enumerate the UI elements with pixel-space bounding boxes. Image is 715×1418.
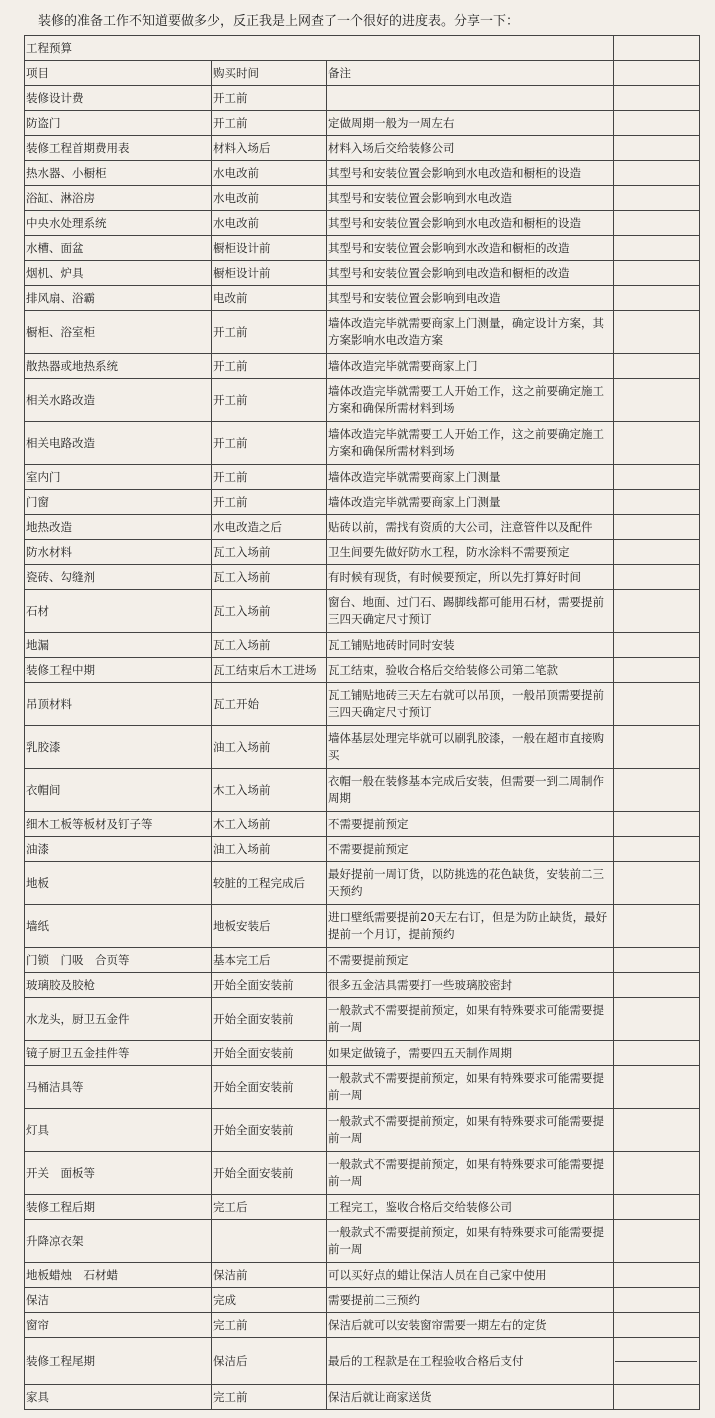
cell-time: 开工前: [212, 465, 327, 490]
extra-cell: [614, 136, 700, 161]
table-row: [25, 837, 700, 862]
schedule-table: [24, 35, 700, 1410]
cell-note: 其型号和安装位置会影响到电改造: [327, 286, 614, 311]
cell-time: 水电改前: [212, 186, 327, 211]
cell-note: 最后的工程款是在工程验收合格后支付: [327, 1338, 614, 1385]
table-row: [25, 633, 700, 658]
cell-item: 装修工程中期: [25, 658, 212, 683]
cell-time: 保洁后: [212, 1338, 327, 1385]
cell-note: 瓦工铺贴地砖三天左右就可以吊顶，一般吊顶需要提前三四天确定尺寸预订: [327, 683, 614, 726]
extra-cell: [614, 1152, 700, 1195]
cell-item: 热水器、小橱柜: [25, 161, 212, 186]
cell-item: 升降凉衣架: [25, 1220, 212, 1263]
cell-note: 墙体改造完毕就需要工人开始工作，这之前要确定施工方案和确保所需材料到场: [327, 422, 614, 465]
extra-cell: [614, 211, 700, 236]
cell-item: 排风扇、浴霸: [25, 286, 212, 311]
extra-cell: [614, 111, 700, 136]
cell-note: 一般款式不需要提前预定，如果有特殊要求可能需要提前一周: [327, 1220, 614, 1263]
table-title: 工程预算: [25, 36, 614, 61]
table-row: [25, 286, 700, 311]
table-row: [25, 998, 700, 1041]
extra-cell: [614, 354, 700, 379]
table-row: [25, 1066, 700, 1109]
extra-cell: [614, 261, 700, 286]
table-row: [25, 186, 700, 211]
cell-item: 防盗门: [25, 111, 212, 136]
cell-item: 散热器或地热系统: [25, 354, 212, 379]
extra-cell: [614, 1195, 700, 1220]
extra-cell: [614, 973, 700, 998]
table-row: [25, 862, 700, 905]
cell-time: 基本完工后: [212, 948, 327, 973]
cell-note: 其型号和安装位置会影响到水电改造: [327, 186, 614, 211]
extra-cell: [614, 1288, 700, 1313]
cell-note: 一般款式不需要提前预定，如果有特殊要求可能需要提前一周: [327, 998, 614, 1041]
extra-cell: [614, 633, 700, 658]
cell-time: 完工前: [212, 1385, 327, 1410]
extra-cell: [614, 590, 700, 633]
table-row: [25, 211, 700, 236]
cell-item: 烟机、炉具: [25, 261, 212, 286]
table-row: [25, 1109, 700, 1152]
cell-note: 不需要提前预定: [327, 812, 614, 837]
table-title-row: [25, 36, 700, 61]
cell-time: [212, 1220, 327, 1263]
header-item: 项目: [25, 61, 212, 86]
extra-cell: [614, 998, 700, 1041]
cell-note: 墙体基层处理完毕就可以刷乳胶漆，一般在超市直接购买: [327, 726, 614, 769]
extra-cell: [614, 540, 700, 565]
cell-time: 完成: [212, 1288, 327, 1313]
cell-note: 保洁后就让商家送货: [327, 1385, 614, 1410]
cell-note: 墙体改造完毕就需要工人开始工作，这之前要确定施工方案和确保所需材料到场: [327, 379, 614, 422]
cell-item: 镜子厨卫五金挂件等: [25, 1041, 212, 1066]
cell-note: 瓦工结束，验收合格后交给装修公司第二笔款: [327, 658, 614, 683]
cell-note: 很多五金洁具需要打一些玻璃胶密封: [327, 973, 614, 998]
cell-note: 一般款式不需要提前预定，如果有特殊要求可能需要提前一周: [327, 1109, 614, 1152]
cell-time: 开工前: [212, 422, 327, 465]
cell-item: 地漏: [25, 633, 212, 658]
table-row: [25, 905, 700, 948]
cell-item: 细木工板等板材及钉子等: [25, 812, 212, 837]
extra-cell: [614, 658, 700, 683]
extra-cell: [614, 948, 700, 973]
cell-item: 玻璃胶及胶枪: [25, 973, 212, 998]
cell-note: 有时候有现货，有时候要预定，所以先打算好时间: [327, 565, 614, 590]
extra-cell: [614, 490, 700, 515]
cell-note: 墙体改造完毕就需要商家上门: [327, 354, 614, 379]
cell-time: 油工入场前: [212, 837, 327, 862]
cell-item: 装修工程首期费用表: [25, 136, 212, 161]
extra-cell: [614, 726, 700, 769]
extra-cell: [614, 1220, 700, 1263]
cell-note: 保洁后就可以安装窗帘需要一期左右的定货: [327, 1313, 614, 1338]
cell-note: 一般款式不需要提前预定，如果有特殊要求可能需要提前一周: [327, 1152, 614, 1195]
cell-note: 贴砖以前，需找有资质的大公司，注意管件以及配件: [327, 515, 614, 540]
table-row: [25, 354, 700, 379]
cell-time: 瓦工入场前: [212, 540, 327, 565]
cell-item: 衣帽间: [25, 769, 212, 812]
cell-item: 中央水处理系统: [25, 211, 212, 236]
cell-time: 木工入场前: [212, 769, 327, 812]
cell-item: 家具: [25, 1385, 212, 1410]
table-row: [25, 769, 700, 812]
cell-time: 较脏的工程完成后: [212, 862, 327, 905]
cell-note: 衣帽一般在装修基本完成后安装，但需要一到二周制作周期: [327, 769, 614, 812]
table-row: [25, 658, 700, 683]
extra-cell: [614, 565, 700, 590]
extra-cell: [614, 683, 700, 726]
table-row: [25, 812, 700, 837]
cell-time: 瓦工入场前: [212, 565, 327, 590]
cell-note: 进口壁纸需要提前20天左右订，但是为防止缺货，最好提前一个月订，提前预约: [327, 905, 614, 948]
cell-time: 地板安装后: [212, 905, 327, 948]
cell-note: 不需要提前预定: [327, 948, 614, 973]
cell-note: 最好提前一周订货，以防挑选的花色缺货，安装前二三天预约: [327, 862, 614, 905]
cell-item: 保洁: [25, 1288, 212, 1313]
cell-time: 木工入场前: [212, 812, 327, 837]
cell-time: 完工后: [212, 1195, 327, 1220]
cell-item: 相关水路改造: [25, 379, 212, 422]
extra-cell: [614, 236, 700, 261]
cell-time: 橱柜设计前: [212, 261, 327, 286]
cell-time: 开工前: [212, 86, 327, 111]
cell-item: 防水材料: [25, 540, 212, 565]
table-row: [25, 1385, 700, 1410]
table-row: [25, 973, 700, 998]
header-note: 备注: [327, 61, 614, 86]
table-row: [25, 515, 700, 540]
intro-text: 装修的准备工作不知道要做多少，反正我是上网查了一个很好的进度表。分享一下：: [38, 14, 520, 29]
cell-time: 水电改造之后: [212, 515, 327, 540]
extra-cell: [614, 515, 700, 540]
extra-cell: [614, 186, 700, 211]
table-row: [25, 565, 700, 590]
cell-note: 卫生间要先做好防水工程，防水涂料不需要预定: [327, 540, 614, 565]
cell-item: 浴缸、淋浴房: [25, 186, 212, 211]
header-time: 购买时间: [212, 61, 327, 86]
extra-cell: [614, 1041, 700, 1066]
cell-item: 马桶洁具等: [25, 1066, 212, 1109]
extra-cell: [614, 61, 700, 86]
cell-time: 瓦工入场前: [212, 590, 327, 633]
table-row: [25, 236, 700, 261]
table-row: [25, 1313, 700, 1338]
table-row: [25, 1220, 700, 1263]
table-row: [25, 261, 700, 286]
cell-time: 瓦工开始: [212, 683, 327, 726]
cell-item: 装修工程后期: [25, 1195, 212, 1220]
cell-item: 窗帘: [25, 1313, 212, 1338]
cell-item: 室内门: [25, 465, 212, 490]
table-row: [25, 726, 700, 769]
table-row: [25, 379, 700, 422]
extra-cell: [614, 769, 700, 812]
cell-item: 门窗: [25, 490, 212, 515]
cell-note: 工程完工，鉴收合格后交给装修公司: [327, 1195, 614, 1220]
extra-cell: [614, 36, 700, 61]
cell-note: 不需要提前预定: [327, 837, 614, 862]
cell-item: 瓷砖、勾缝剂: [25, 565, 212, 590]
table-row: [25, 683, 700, 726]
cell-item: 水槽、面盆: [25, 236, 212, 261]
extra-cell: [614, 311, 700, 354]
table-row: [25, 111, 700, 136]
table-row: [25, 311, 700, 354]
table-row: [25, 465, 700, 490]
extra-cell: [614, 1338, 700, 1385]
table-row: [25, 490, 700, 515]
cell-time: 保洁前: [212, 1263, 327, 1288]
cell-note: 如果定做镜子，需要四五天制作周期: [327, 1041, 614, 1066]
table-row: [25, 948, 700, 973]
cell-note: 墙体改造完毕就需要商家上门测量: [327, 490, 614, 515]
extra-cell: [614, 1263, 700, 1288]
extra-cell: [614, 286, 700, 311]
cell-item: 开关 面板等: [25, 1152, 212, 1195]
table-row: [25, 590, 700, 633]
cell-item: 水龙头，厨卫五金件: [25, 998, 212, 1041]
cell-note: 定做周期一般为一周左右: [327, 111, 614, 136]
table-row: [25, 1195, 700, 1220]
cell-item: 乳胶漆: [25, 726, 212, 769]
cell-note: [327, 86, 614, 111]
cell-item: 地板: [25, 862, 212, 905]
cell-time: 瓦工结束后木工进场: [212, 658, 327, 683]
table-row: [25, 1041, 700, 1066]
extra-cell: [614, 465, 700, 490]
table-row: [25, 136, 700, 161]
cell-note: 瓦工铺贴地砖时同时安装: [327, 633, 614, 658]
extra-cell: [614, 379, 700, 422]
cell-note: 窗台、地面、过门石、踢脚线都可能用石材，需要提前三四天确定尺寸预订: [327, 590, 614, 633]
cell-note: 材料入场后交给装修公司: [327, 136, 614, 161]
table-row: [25, 1152, 700, 1195]
cell-time: 开始全面安装前: [212, 1041, 327, 1066]
extra-cell: [614, 1066, 700, 1109]
extra-cell: [614, 161, 700, 186]
cell-time: 开工前: [212, 111, 327, 136]
cell-time: 水电改前: [212, 211, 327, 236]
cell-note: 其型号和安装位置会影响到水改造和橱柜的改造: [327, 236, 614, 261]
table-row: [25, 1263, 700, 1288]
extra-cell: [614, 422, 700, 465]
extra-cell: [614, 1109, 700, 1152]
cell-time: 橱柜设计前: [212, 236, 327, 261]
table-row: [25, 422, 700, 465]
cell-item: 地板蜡烛 石材蜡: [25, 1263, 212, 1288]
cell-note: 墙体改造完毕就需要商家上门测量: [327, 465, 614, 490]
extra-cell: [614, 812, 700, 837]
cell-note: 墙体改造完毕就需要商家上门测量，确定设计方案，其方案影响水电改造方案: [327, 311, 614, 354]
extra-cell: [614, 905, 700, 948]
cell-time: 开始全面安装前: [212, 1152, 327, 1195]
cell-time: 开工前: [212, 490, 327, 515]
cell-item: 石材: [25, 590, 212, 633]
cell-item: 墙纸: [25, 905, 212, 948]
cell-note: 一般款式不需要提前预定，如果有特殊要求可能需要提前一周: [327, 1066, 614, 1109]
cell-time: 材料入场后: [212, 136, 327, 161]
cell-note: 可以买好点的蜡让保洁人员在自己家中使用: [327, 1263, 614, 1288]
cell-time: 开始全面安装前: [212, 1066, 327, 1109]
cell-item: 灯具: [25, 1109, 212, 1152]
cell-time: 水电改前: [212, 161, 327, 186]
cell-item: 装修设计费: [25, 86, 212, 111]
cell-time: 开始全面安装前: [212, 973, 327, 998]
extra-cell: [614, 1313, 700, 1338]
table-row: [25, 1338, 700, 1385]
cell-time: 开始全面安装前: [212, 998, 327, 1041]
cell-time: 开工前: [212, 311, 327, 354]
cell-item: 地热改造: [25, 515, 212, 540]
extra-cell: [614, 86, 700, 111]
cell-time: 开工前: [212, 354, 327, 379]
cell-item: 门锁 门吸 合页等: [25, 948, 212, 973]
cell-time: 电改前: [212, 286, 327, 311]
table-row: [25, 161, 700, 186]
table-row: [25, 86, 700, 111]
cell-note: 其型号和安装位置会影响到水电改造和橱柜的设造: [327, 161, 614, 186]
cell-note: 其型号和安装位置会影响到水电改造和橱柜的设造: [327, 211, 614, 236]
cell-item: 吊顶材料: [25, 683, 212, 726]
extra-cell: [614, 862, 700, 905]
extra-cell: [614, 1385, 700, 1410]
cell-item: 相关电路改造: [25, 422, 212, 465]
cell-item: 油漆: [25, 837, 212, 862]
cell-item: 橱柜、浴室柜: [25, 311, 212, 354]
cell-note: 需要提前二三预约: [327, 1288, 614, 1313]
table-row: [25, 1288, 700, 1313]
cell-time: 开始全面安装前: [212, 1109, 327, 1152]
cell-time: 开工前: [212, 379, 327, 422]
cell-time: 瓦工入场前: [212, 633, 327, 658]
table-row: [25, 540, 700, 565]
cell-item: 装修工程尾期: [25, 1338, 212, 1385]
cell-time: 完工前: [212, 1313, 327, 1338]
extra-cell: [614, 837, 700, 862]
cell-time: 油工入场前: [212, 726, 327, 769]
table-header-row: [25, 61, 700, 86]
cell-note: 其型号和安装位置会影响到电改造和橱柜的改造: [327, 261, 614, 286]
